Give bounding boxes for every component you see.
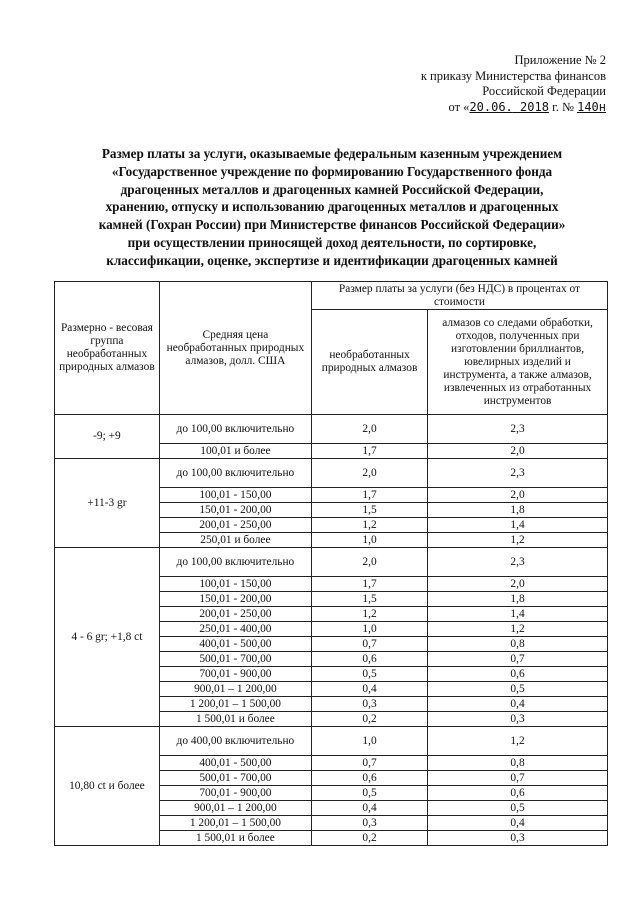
fee-processed-cell: 0,5 xyxy=(428,801,608,816)
fee-processed-cell: 0,8 xyxy=(428,637,608,652)
title-line: при осуществлении приносящей доход деятельности, по сортировке, xyxy=(127,234,537,250)
price-range-cell: 400,01 - 500,00 xyxy=(159,756,311,771)
price-range-cell: 500,01 - 700,00 xyxy=(159,771,311,786)
fee-processed-cell: 0,4 xyxy=(428,697,608,712)
price-range-cell: 150,01 - 200,00 xyxy=(159,503,311,518)
fee-rough-cell: 0,3 xyxy=(311,697,427,712)
price-range-cell: до 100,00 включительно xyxy=(159,548,311,577)
fee-rough-cell: 1,5 xyxy=(311,592,427,607)
title-line: драгоценных металлов и драгоценных камней Российской Федерации, xyxy=(120,181,544,197)
fee-rough-cell: 0,5 xyxy=(311,786,427,801)
price-range-cell: 400,01 - 500,00 xyxy=(159,637,311,652)
fee-processed-cell: 0,8 xyxy=(428,756,608,771)
fee-rough-cell: 1,7 xyxy=(311,577,427,592)
price-range-cell: 1 500,01 и более xyxy=(159,712,311,727)
order-number: 140н xyxy=(577,99,606,114)
fee-processed-cell: 2,3 xyxy=(428,415,608,444)
price-range-cell: 200,01 - 250,00 xyxy=(159,518,311,533)
header-price: Средняя цена необработанных природных алмазов, долл. США xyxy=(159,282,311,415)
fee-rough-cell: 0,3 xyxy=(311,816,427,831)
size-group-cell: 4 - 6 gr; +1,8 ct xyxy=(55,548,160,727)
fee-rough-cell: 0,6 xyxy=(311,771,427,786)
fee-processed-cell: 1,4 xyxy=(428,518,608,533)
fee-processed-cell: 2,3 xyxy=(428,548,608,577)
fee-rough-cell: 2,0 xyxy=(311,548,427,577)
table-row xyxy=(55,459,608,488)
size-group-cell: +11-3 gr xyxy=(55,459,160,548)
title-line: хранению, отпуску и использованию драгоценных металлов и драгоценных xyxy=(105,199,559,215)
price-range-cell: 100,01 - 150,00 xyxy=(159,577,311,592)
title-line: классификации, оценке, экспертизе и идентификации драгоценных камней xyxy=(106,252,558,268)
fee-processed-cell: 0,6 xyxy=(428,667,608,682)
document-title xyxy=(58,145,606,270)
fee-processed-cell: 0,7 xyxy=(428,771,608,786)
fee-rough-cell: 1,0 xyxy=(311,533,427,548)
fee-processed-cell: 2,3 xyxy=(428,459,608,488)
price-range-cell: 700,01 - 900,00 xyxy=(159,786,311,801)
fee-rough-cell: 2,0 xyxy=(311,459,427,488)
fee-table xyxy=(54,281,608,846)
header-fee-rough: необработанных природных алмазов xyxy=(311,310,427,415)
header-fee: Размер платы за услуги (без НДС) в процентах от стоимости xyxy=(311,282,607,310)
price-range-cell: 100,01 и более xyxy=(159,444,311,459)
appendix-order-ref: к приказу Министерства финансов xyxy=(420,68,606,83)
header-fee-processed: алмазов со следами обработки, отходов, полученных при изготовлении бриллиантов, ювелирных изделий и инструмента, а также алмазов, извлеченных из отработанных инструментов xyxy=(428,310,608,415)
fee-rough-cell: 1,2 xyxy=(311,607,427,622)
title-line: «Государственное учреждение по формированию Государственного фонда xyxy=(111,163,553,179)
fee-processed-cell: 1,8 xyxy=(428,592,608,607)
fee-rough-cell: 1,0 xyxy=(311,727,427,756)
fee-rough-cell: 0,7 xyxy=(311,756,427,771)
fee-rough-cell: 1,0 xyxy=(311,622,427,637)
fee-rough-cell: 0,2 xyxy=(311,831,427,846)
fee-rough-cell: 0,4 xyxy=(311,801,427,816)
price-range-cell: 150,01 - 200,00 xyxy=(159,592,311,607)
fee-rough-cell: 0,6 xyxy=(311,652,427,667)
order-date-line: от «20.06. 2018 г. № 140н xyxy=(448,99,606,114)
fee-rough-cell: 0,7 xyxy=(311,637,427,652)
appendix-header xyxy=(421,53,606,115)
fee-rough-cell: 1,5 xyxy=(311,503,427,518)
fee-processed-cell: 0,5 xyxy=(428,682,608,697)
fee-processed-cell: 2,0 xyxy=(428,577,608,592)
price-range-cell: 1 500,01 и более xyxy=(159,831,311,846)
fee-processed-cell: 1,2 xyxy=(428,533,608,548)
fee-table-body xyxy=(55,415,608,846)
title-line: Размер платы за услуги, оказываемые федеральным казенным учреждением xyxy=(101,146,563,161)
price-range-cell: 100,01 - 150,00 xyxy=(159,488,311,503)
fee-processed-cell: 1,2 xyxy=(428,622,608,637)
fee-rough-cell: 1,7 xyxy=(311,488,427,503)
fee-processed-cell: 0,3 xyxy=(428,831,608,846)
fee-processed-cell: 0,7 xyxy=(428,652,608,667)
fee-processed-cell: 0,6 xyxy=(428,786,608,801)
fee-rough-cell: 0,2 xyxy=(311,712,427,727)
fee-rough-cell: 1,2 xyxy=(311,518,427,533)
price-range-cell: 500,01 - 700,00 xyxy=(159,652,311,667)
price-range-cell: 250,01 - 400,00 xyxy=(159,622,311,637)
fee-processed-cell: 1,8 xyxy=(428,503,608,518)
price-range-cell: 700,01 - 900,00 xyxy=(159,667,311,682)
fee-processed-cell: 2,0 xyxy=(428,488,608,503)
price-range-cell: 900,01 – 1 200,00 xyxy=(159,801,311,816)
appendix-country: Российской Федерации xyxy=(482,84,606,98)
fee-rough-cell: 2,0 xyxy=(311,415,427,444)
table-row xyxy=(55,548,608,577)
fee-processed-cell: 2,0 xyxy=(428,444,608,459)
size-group-cell: 10,80 ct и более xyxy=(55,727,160,846)
title-line: камней (Гохран России) при Министерстве финансов Российской Федерации» xyxy=(98,217,566,233)
price-range-cell: 200,01 - 250,00 xyxy=(159,607,311,622)
appendix-number: Приложение № 2 xyxy=(514,53,606,67)
fee-rough-cell: 0,5 xyxy=(311,667,427,682)
header-group: Размерно - весовая группа необработанных природных алмазов xyxy=(55,282,160,415)
table-row xyxy=(55,727,608,756)
fee-rough-cell: 0,4 xyxy=(311,682,427,697)
price-range-cell: до 100,00 включительно xyxy=(159,459,311,488)
price-range-cell: до 100,00 включительно xyxy=(159,415,311,444)
fee-processed-cell: 0,4 xyxy=(428,816,608,831)
size-group-cell: -9; +9 xyxy=(55,415,160,459)
table-row xyxy=(55,415,608,444)
price-range-cell: 250,01 и более xyxy=(159,533,311,548)
order-date: 20.06. 2018 xyxy=(469,99,549,114)
price-range-cell: 1 200,01 – 1 500,00 xyxy=(159,816,311,831)
fee-rough-cell: 1,7 xyxy=(311,444,427,459)
fee-processed-cell: 0,3 xyxy=(428,712,608,727)
fee-processed-cell: 1,4 xyxy=(428,607,608,622)
price-range-cell: 1 200,01 – 1 500,00 xyxy=(159,697,311,712)
price-range-cell: 900,01 – 1 200,00 xyxy=(159,682,311,697)
price-range-cell: до 400,00 включительно xyxy=(159,727,311,756)
fee-processed-cell: 1,2 xyxy=(428,727,608,756)
